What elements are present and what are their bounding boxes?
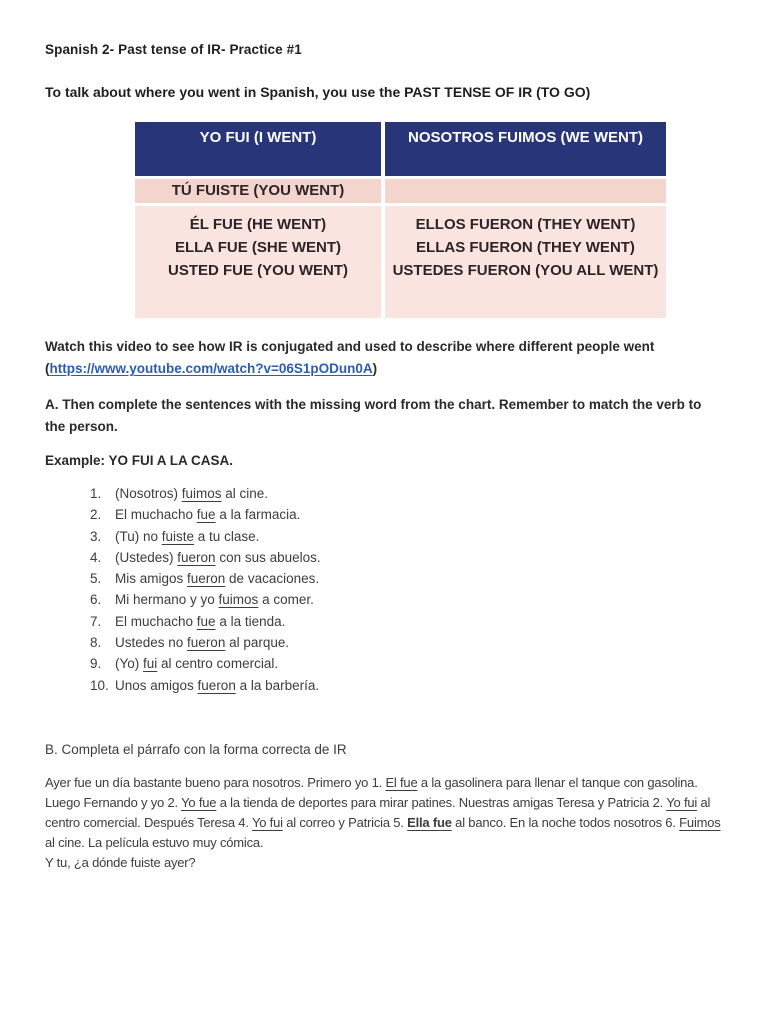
paragraph-answer: El fue [385,774,418,790]
table-cell-el-ella-usted: ÉL FUE (HE WENT) ELLA FUE (SHE WENT) USTED FUE (YOU WENT) [135,206,381,318]
exercise-item [90,653,723,674]
exercise-list [90,483,723,696]
exercise-answer: fue [196,507,216,523]
table-cell-tu-fuiste: TÚ FUISTE (YOU WENT) [135,179,381,203]
exercise-item-text: Mis amigos fueron de vacaciones. [115,571,320,587]
section-b-closing-question: Y tu, ¿a dónde fuiste ayer? [45,854,196,870]
exercise-item-text: El muchacho fue a la tienda. [115,613,286,629]
exercise-item-text: (Yo) fui al centro comercial. [115,656,279,672]
exercise-item-text: Mi hermano y yo fuimos a comer. [115,592,314,608]
paragraph-text: al cine. La película estuvo muy cómica. [45,834,264,850]
paragraph-answer: Yo fui [666,794,698,810]
exercise-item-text: Ustedes no fueron al parque. [115,635,290,651]
intro-statement: To talk about where you went in Spanish, you use the PAST TENSE OF IR (TO GO) [45,84,591,100]
conjugation-table [135,122,666,318]
paragraph-text: a la gasolinera para llenar el tanque con gasolina. Luego Fernando y yo 2. [45,774,698,810]
paragraph-answer: Yo fui [251,814,283,830]
exercise-answer: fuimos [181,486,222,501]
section-b-heading: B. Completa el párrafo con la forma correcta de IR [45,741,347,757]
exercise-item [90,568,723,589]
exercise-answer: fuiste [161,528,195,544]
exercise-item [90,526,723,547]
link-close-paren: ) [372,361,378,376]
paragraph-answer: Yo fue [181,794,217,810]
exercise-item-number: 6. [90,592,102,608]
example-sentence: Example: YO FUI A LA CASA. [45,453,234,468]
exercise-item [90,675,723,696]
exercise-item-number: 1. [90,486,102,501]
exercise-answer: fueron [187,635,226,651]
paragraph-text: a la tienda de deportes para mirar patines. Nuestras amigas Teresa y Patricia 2. [216,794,667,810]
exercise-item-number: 8. [90,635,102,651]
paragraph-text: al banco. En la noche todos nosotros 6. [451,814,680,830]
document-title: Spanish 2- Past tense of IR- Practice #1 [45,42,302,57]
exercise-item-text: El muchacho fue a la farmacia. [115,507,301,523]
exercise-item [90,611,723,632]
exercise-answer: fueron [177,549,216,565]
paragraph-text: al centro comercial. Después Teresa 4. [45,794,711,830]
exercise-item-text: (Tu) no fuiste a tu clase. [115,528,260,544]
exercise-item [90,589,723,610]
exercise-item-text: (Ustedes) fueron con sus abuelos. [115,549,321,565]
exercise-item [90,504,723,525]
exercise-item-number: 5. [90,571,102,587]
paragraph-text: al correo y Patricia 5. [282,814,408,830]
exercise-item-number: 4. [90,549,102,565]
paragraph-text: Ayer fue un día bastante bueno para nosotros. Primero yo 1. [45,774,386,790]
exercise-item-number: 9. [90,656,102,672]
exercise-answer: fuimos [218,592,259,608]
section-a-instructions: A. Then complete the sentences with the missing word from the chart. Remember to match the verb to the person. [45,397,702,434]
exercise-item-number: 3. [90,528,102,544]
exercise-item-text: Unos amigos fueron a la barbería. [115,677,320,693]
youtube-link[interactable]: https://www.youtube.com/watch?v=06S1pODun0A [49,361,373,376]
table-cell-empty [385,179,666,203]
exercise-item [90,632,723,653]
exercise-answer: fui [143,656,158,672]
table-header-nosotros-fuimos: NOSOTROS FUIMOS (WE WENT) [385,122,666,176]
exercise-answer: fue [196,613,216,629]
exercise-answer: fueron [187,571,226,587]
table-header-yo-fui: YO FUI (I WENT) [135,122,381,176]
exercise-item-text: (Nosotros) fuimos al cine. [115,486,269,501]
exercise-item [90,483,723,504]
video-instruction [45,336,705,380]
exercise-item-number: 2. [90,507,102,523]
link-open-paren: ( [45,361,50,376]
exercise-item-number: 7. [90,613,102,629]
section-b-paragraph [45,773,723,853]
table-cell-ellos-ellas-ustedes: ELLOS FUERON (THEY WENT) ELLAS FUERON (THEY WENT) USTEDES FUERON (YOU ALL WENT) [385,206,666,318]
exercise-item-number: 10. [90,677,109,693]
exercise-item [90,547,723,568]
video-instruction-text: Watch this video to see how IR is conjugated and used to describe where different people went [45,339,655,354]
paragraph-answer: Ella fue [407,814,452,830]
paragraph-answer: Fuimos [679,814,721,830]
exercise-answer: fueron [197,677,236,693]
